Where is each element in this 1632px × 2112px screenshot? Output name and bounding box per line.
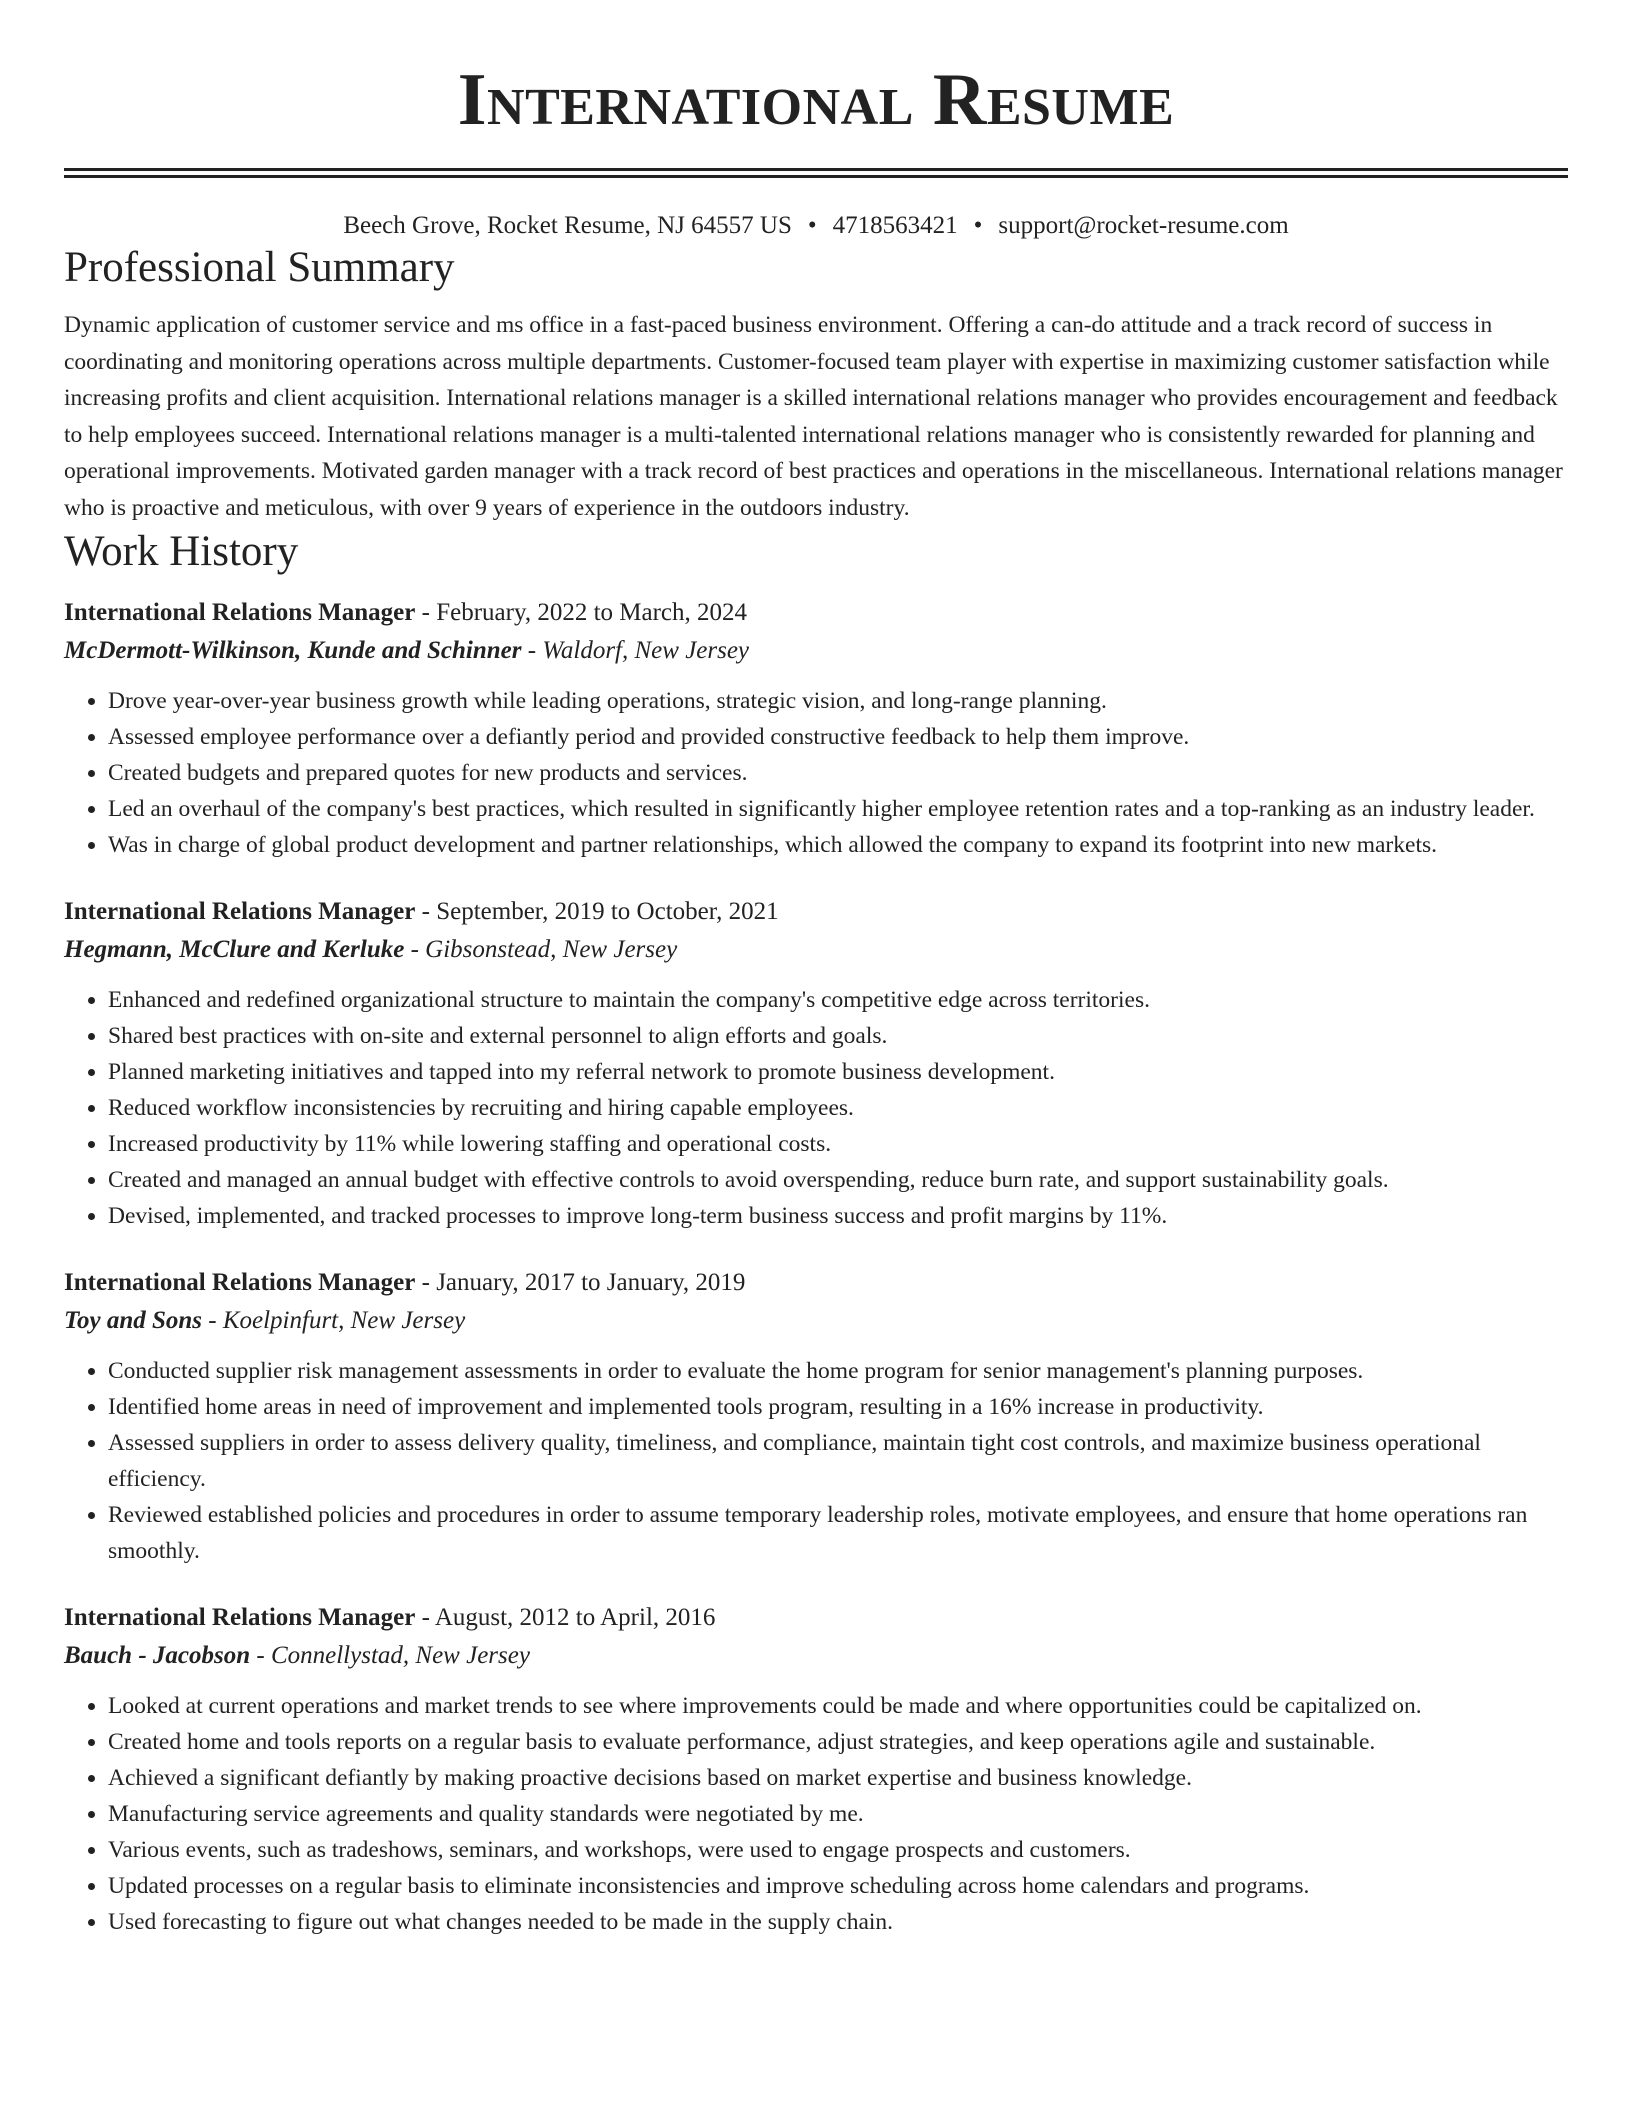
job-title: International Relations Manager: [64, 898, 416, 925]
contact-email: support@rocket-resume.com: [998, 212, 1289, 239]
job-bullet: • Identified home areas in need of improvement and implemented tools program, resulting in a 16% increase in productivity.: [108, 1389, 1568, 1425]
job-company: Toy and Sons: [64, 1307, 203, 1334]
job-bullets: [64, 982, 1568, 1234]
job-bullet: • Assessed employee performance over a defiantly period and provided constructive feedback to help them improve.: [108, 719, 1568, 755]
job-title: International Relations Manager: [64, 1604, 416, 1631]
job-location: - Gibsonstead, New Jersey: [404, 936, 678, 963]
job-company: Bauch - Jacobson: [64, 1642, 251, 1669]
job-bullet: • Various events, such as tradeshows, seminars, and workshops, were used to engage prospects and customers.: [108, 1832, 1568, 1868]
job-bullet: • Reviewed established policies and procedures in order to assume temporary leadership roles, motivate employees, and ensure that home operations ran smoothly.: [108, 1497, 1568, 1569]
job-title: International Relations Manager: [64, 599, 416, 626]
job-bullet: • Updated processes on a regular basis to eliminate inconsistencies and improve scheduling across home calendars and programs.: [108, 1868, 1568, 1904]
work-history-heading: Work History: [64, 528, 299, 575]
resume-name: International Resume: [457, 59, 1175, 141]
job-dates: - January, 2017 to January, 2019: [415, 1269, 746, 1296]
job-bullet: • Was in charge of global product development and partner relationships, which allowed the company to expand its footprint into new markets.: [108, 827, 1568, 863]
job-title: International Relations Manager: [64, 1269, 416, 1296]
header-double-rule: [64, 168, 1568, 178]
job-bullets: [64, 1688, 1568, 1940]
job-title-line: [64, 1599, 1568, 1637]
contact-phone: 4718563421: [832, 212, 958, 239]
job-location: - Connellystad, New Jersey: [250, 1642, 530, 1669]
contact-line: [64, 210, 1568, 242]
job-bullet: • Shared best practices with on-site and external personnel to align efforts and goals.: [108, 1018, 1568, 1054]
job-bullet: • Increased productivity by 11% while lowering staffing and operational costs.: [108, 1126, 1568, 1162]
job-entry: [64, 594, 1568, 863]
job-bullet: • Created and managed an annual budget with effective controls to avoid overspending, reduce burn rate, and support sustainability goals.: [108, 1162, 1568, 1198]
summary-heading: Professional Summary: [64, 244, 455, 291]
job-dates: - February, 2022 to March, 2024: [415, 599, 748, 626]
job-bullet: • Planned marketing initiatives and tapped into my referral network to promote business development.: [108, 1054, 1568, 1090]
job-entry: [64, 1264, 1568, 1569]
job-location: - Waldorf, New Jersey: [521, 637, 750, 664]
summary-text: Dynamic application of customer service and ms office in a fast-paced business environment. Offering a can-do attitude and a track record of success in coordinating and monitoring operations across multiple departments. Customer-focused team player with expertise in maximizing customer satisfaction while increasing profits and client acquisition. International relations manager is a skilled international relations manager who provides encouragement and feedback to help employees succeed. International relations manager is a multi-talented international relations manager who is consistently rewarded for planning and operational improvements. Motivated garden manager with a track record of best practices and operations in the miscellaneous. International relations manager who is proactive and meticulous, with over 9 years of experience in the outdoors industry.: [64, 312, 1563, 521]
job-bullet: • Manufacturing service agreements and quality standards were negotiated by me.: [108, 1796, 1568, 1832]
contact-address: Beech Grove, Rocket Resume, NJ 64557 US: [343, 212, 792, 239]
job-company-line: [64, 1637, 1568, 1675]
job-company-line: [64, 632, 1568, 670]
job-bullet: • Conducted supplier risk management assessments in order to evaluate the home program for senior management's planning purposes.: [108, 1353, 1568, 1389]
job-company-line: [64, 1302, 1568, 1340]
job-bullet: • Created home and tools reports on a regular basis to evaluate performance, adjust strategies, and keep operations agile and sustainable.: [108, 1724, 1568, 1760]
job-entry: [64, 1599, 1568, 1940]
job-title-line: [64, 594, 1568, 632]
job-dates: - August, 2012 to April, 2016: [415, 1604, 716, 1631]
job-dates: - September, 2019 to October, 2021: [415, 898, 779, 925]
job-location: - Koelpinfurt, New Jersey: [202, 1307, 466, 1334]
job-title-line: [64, 1264, 1568, 1302]
job-bullet: • Drove year-over-year business growth while leading operations, strategic vision, and long-range planning.: [108, 683, 1568, 719]
job-bullets: [64, 683, 1568, 863]
job-bullet: • Achieved a significant defiantly by making proactive decisions based on market expertise and business knowledge.: [108, 1760, 1568, 1796]
job-bullet: • Looked at current operations and market trends to see where improvements could be made and where opportunities could be capitalized on.: [108, 1688, 1568, 1724]
job-title-line: [64, 893, 1568, 931]
job-entry: [64, 893, 1568, 1234]
job-bullet: • Devised, implemented, and tracked processes to improve long-term business success and profit margins by 11%.: [108, 1198, 1568, 1234]
contact-separator: •: [973, 212, 983, 239]
job-bullet: • Assessed suppliers in order to assess delivery quality, timeliness, and compliance, maintain tight cost controls, and maximize business operational efficiency.: [108, 1425, 1568, 1497]
job-bullet: • Enhanced and redefined organizational structure to maintain the company's competitive edge across territories.: [108, 982, 1568, 1018]
job-company-line: [64, 931, 1568, 969]
job-company: Hegmann, McClure and Kerluke: [64, 936, 405, 963]
job-bullet: • Used forecasting to figure out what changes needed to be made in the supply chain.: [108, 1904, 1568, 1940]
contact-separator: •: [807, 212, 817, 239]
job-bullet: • Led an overhaul of the company's best practices, which resulted in significantly higher employee retention rates and a top-ranking as an industry leader.: [108, 791, 1568, 827]
job-bullet: • Created budgets and prepared quotes for new products and services.: [108, 755, 1568, 791]
job-bullet: • Reduced workflow inconsistencies by recruiting and hiring capable employees.: [108, 1090, 1568, 1126]
job-company: McDermott-Wilkinson, Kunde and Schinner: [64, 637, 522, 664]
job-bullets: [64, 1353, 1568, 1569]
